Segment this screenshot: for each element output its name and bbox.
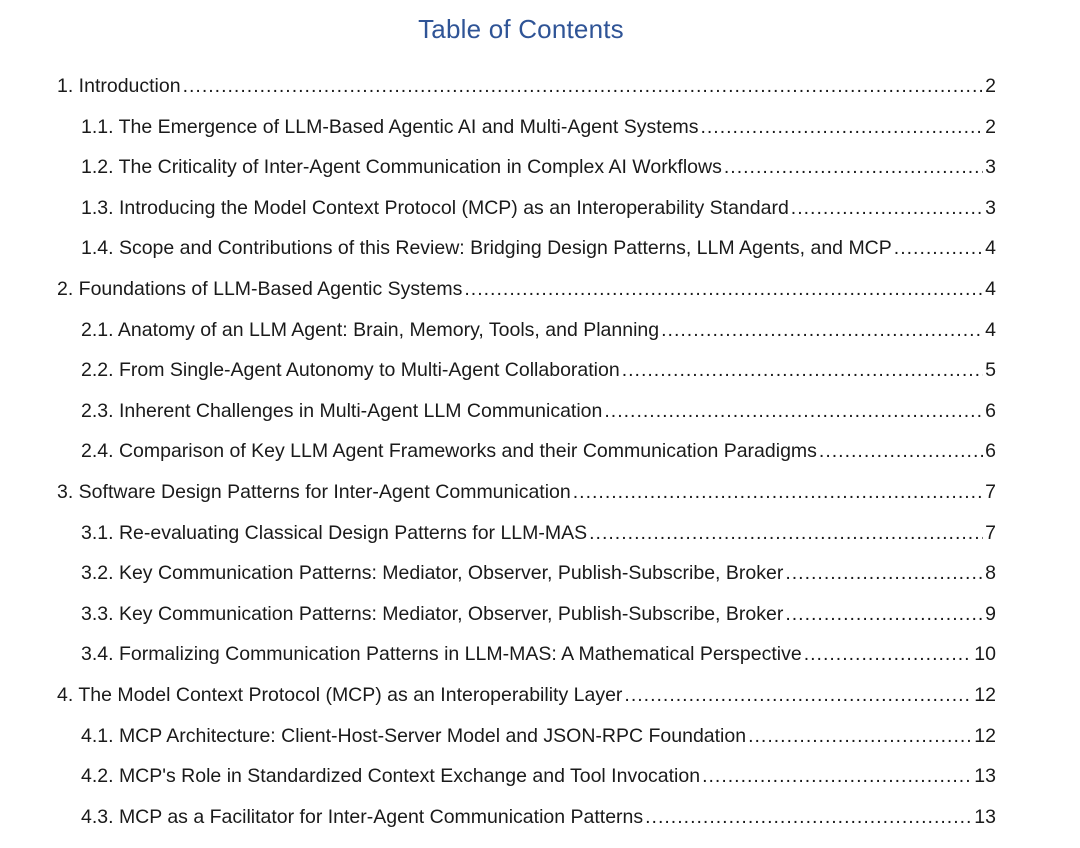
toc-entry-title[interactable]: 3.2. Key Communication Patterns: Mediator, Observer, Publish-Subscribe, Broker (81, 562, 784, 585)
toc-dot-leader (894, 233, 983, 263)
toc-dot-leader (622, 355, 983, 385)
toc-entry[interactable] (81, 193, 996, 223)
toc-page-number[interactable]: 5 (985, 359, 996, 382)
toc-page-number[interactable]: 13 (974, 765, 996, 788)
toc-page-number[interactable]: 8 (985, 562, 996, 585)
toc-page-number[interactable]: 9 (985, 602, 996, 625)
toc-entry[interactable] (81, 355, 996, 385)
toc-page-number[interactable]: 4 (985, 278, 996, 300)
toc-page-number[interactable]: 3 (985, 156, 996, 179)
toc-entry[interactable] (81, 558, 996, 588)
toc-entry-title[interactable]: 4.3. MCP as a Facilitator for Inter-Agent Communication Patterns (81, 805, 644, 828)
toc-page-number[interactable]: 2 (985, 115, 996, 138)
toc-dot-leader (624, 680, 972, 710)
toc-dot-leader (573, 477, 983, 507)
toc-page-number[interactable]: 10 (974, 643, 996, 666)
toc-page-number[interactable]: 13 (974, 805, 996, 828)
toc-entry-title[interactable]: 3.4. Formalizing Communication Patterns in LLM-MAS: A Mathematical Perspective (81, 643, 802, 666)
toc-page-number[interactable]: 12 (974, 684, 996, 706)
toc-dot-leader (785, 558, 983, 588)
toc-entry-title[interactable]: 2. Foundations of LLM-Based Agentic Systems (57, 278, 463, 300)
toc-dot-leader (748, 721, 972, 751)
toc-entry[interactable] (57, 477, 996, 507)
toc-dot-leader (791, 193, 983, 223)
toc-entry-title[interactable]: 2.4. Comparison of Key LLM Agent Frameworks and their Communication Paradigms (81, 440, 817, 463)
toc-entry[interactable] (81, 518, 996, 548)
toc-entry[interactable] (57, 71, 996, 101)
toc-entry[interactable] (81, 315, 996, 345)
toc-entry-title[interactable]: 3.1. Re-evaluating Classical Design Patterns for LLM-MAS (81, 521, 588, 544)
toc-dot-leader (819, 436, 983, 466)
toc-dot-leader (785, 599, 983, 629)
toc-entry[interactable] (81, 112, 996, 142)
toc-entry-title[interactable]: 2.3. Inherent Challenges in Multi-Agent LLM Communication (81, 399, 603, 422)
toc-entry[interactable] (57, 274, 996, 304)
toc-page-number[interactable]: 12 (974, 724, 996, 747)
toc-page-number[interactable]: 6 (985, 440, 996, 463)
toc-entry-title[interactable]: 4. The Model Context Protocol (MCP) as an Interoperability Layer (57, 684, 623, 706)
toc-entry[interactable] (81, 802, 996, 832)
toc-entry[interactable] (81, 152, 996, 182)
toc-entry[interactable] (81, 721, 996, 751)
toc-page-number[interactable]: 7 (985, 481, 996, 503)
toc-entry-title[interactable]: 1.3. Introducing the Model Context Protocol (MCP) as an Interoperability Standard (81, 196, 789, 219)
toc-dot-leader (724, 152, 983, 182)
toc-entry[interactable] (81, 761, 996, 791)
toc-entry[interactable] (81, 233, 996, 263)
toc-entry-title[interactable]: 2.2. From Single-Agent Autonomy to Multi-Agent Collaboration (81, 359, 620, 382)
toc-page-number[interactable]: 7 (985, 521, 996, 544)
toc-entry-title[interactable]: 1.1. The Emergence of LLM-Based Agentic AI and Multi-Agent Systems (81, 115, 699, 138)
page-title: Table of Contents (418, 14, 624, 44)
toc-entry[interactable] (81, 639, 996, 669)
toc-dot-leader (804, 639, 973, 669)
toc-entry[interactable] (81, 396, 996, 426)
toc-dot-leader (604, 396, 983, 426)
toc-entry-title[interactable]: 2.1. Anatomy of an LLM Agent: Brain, Memory, Tools, and Planning (81, 318, 660, 341)
toc-page-number[interactable]: 3 (985, 196, 996, 219)
toc-entry-title[interactable]: 3. Software Design Patterns for Inter-Agent Communication (57, 481, 571, 503)
toc-entry-title[interactable]: 3.3. Key Communication Patterns: Mediator, Observer, Publish-Subscribe, Broker (81, 602, 784, 625)
toc-entry-title[interactable]: 1. Introduction (57, 75, 181, 97)
toc-dot-leader (645, 802, 972, 832)
toc-page-number[interactable]: 4 (985, 318, 996, 341)
toc-dot-leader (464, 274, 983, 304)
toc-page-number[interactable]: 2 (985, 75, 996, 97)
toc-entry-title[interactable]: 4.1. MCP Architecture: Client-Host-Server Model and JSON-RPC Foundation (81, 724, 747, 747)
toc-entry[interactable] (57, 680, 996, 710)
toc-entry-title[interactable]: 1.2. The Criticality of Inter-Agent Communication in Complex AI Workflows (81, 156, 722, 179)
toc-entry[interactable] (81, 599, 996, 629)
toc-page-number[interactable]: 6 (985, 399, 996, 422)
toc-dot-leader (589, 518, 983, 548)
toc-page-number[interactable]: 4 (985, 237, 996, 260)
toc-entry-title[interactable]: 4.2. MCP's Role in Standardized Context Exchange and Tool Invocation (81, 765, 701, 788)
toc-dot-leader (661, 315, 983, 345)
toc-entry[interactable] (81, 436, 996, 466)
toc-dot-leader (700, 112, 983, 142)
toc-entry-title[interactable]: 1.4. Scope and Contributions of this Review: Bridging Design Patterns, LLM Agents, and MCP (81, 237, 892, 260)
toc-dot-leader (183, 71, 984, 101)
toc-dot-leader (702, 761, 972, 791)
